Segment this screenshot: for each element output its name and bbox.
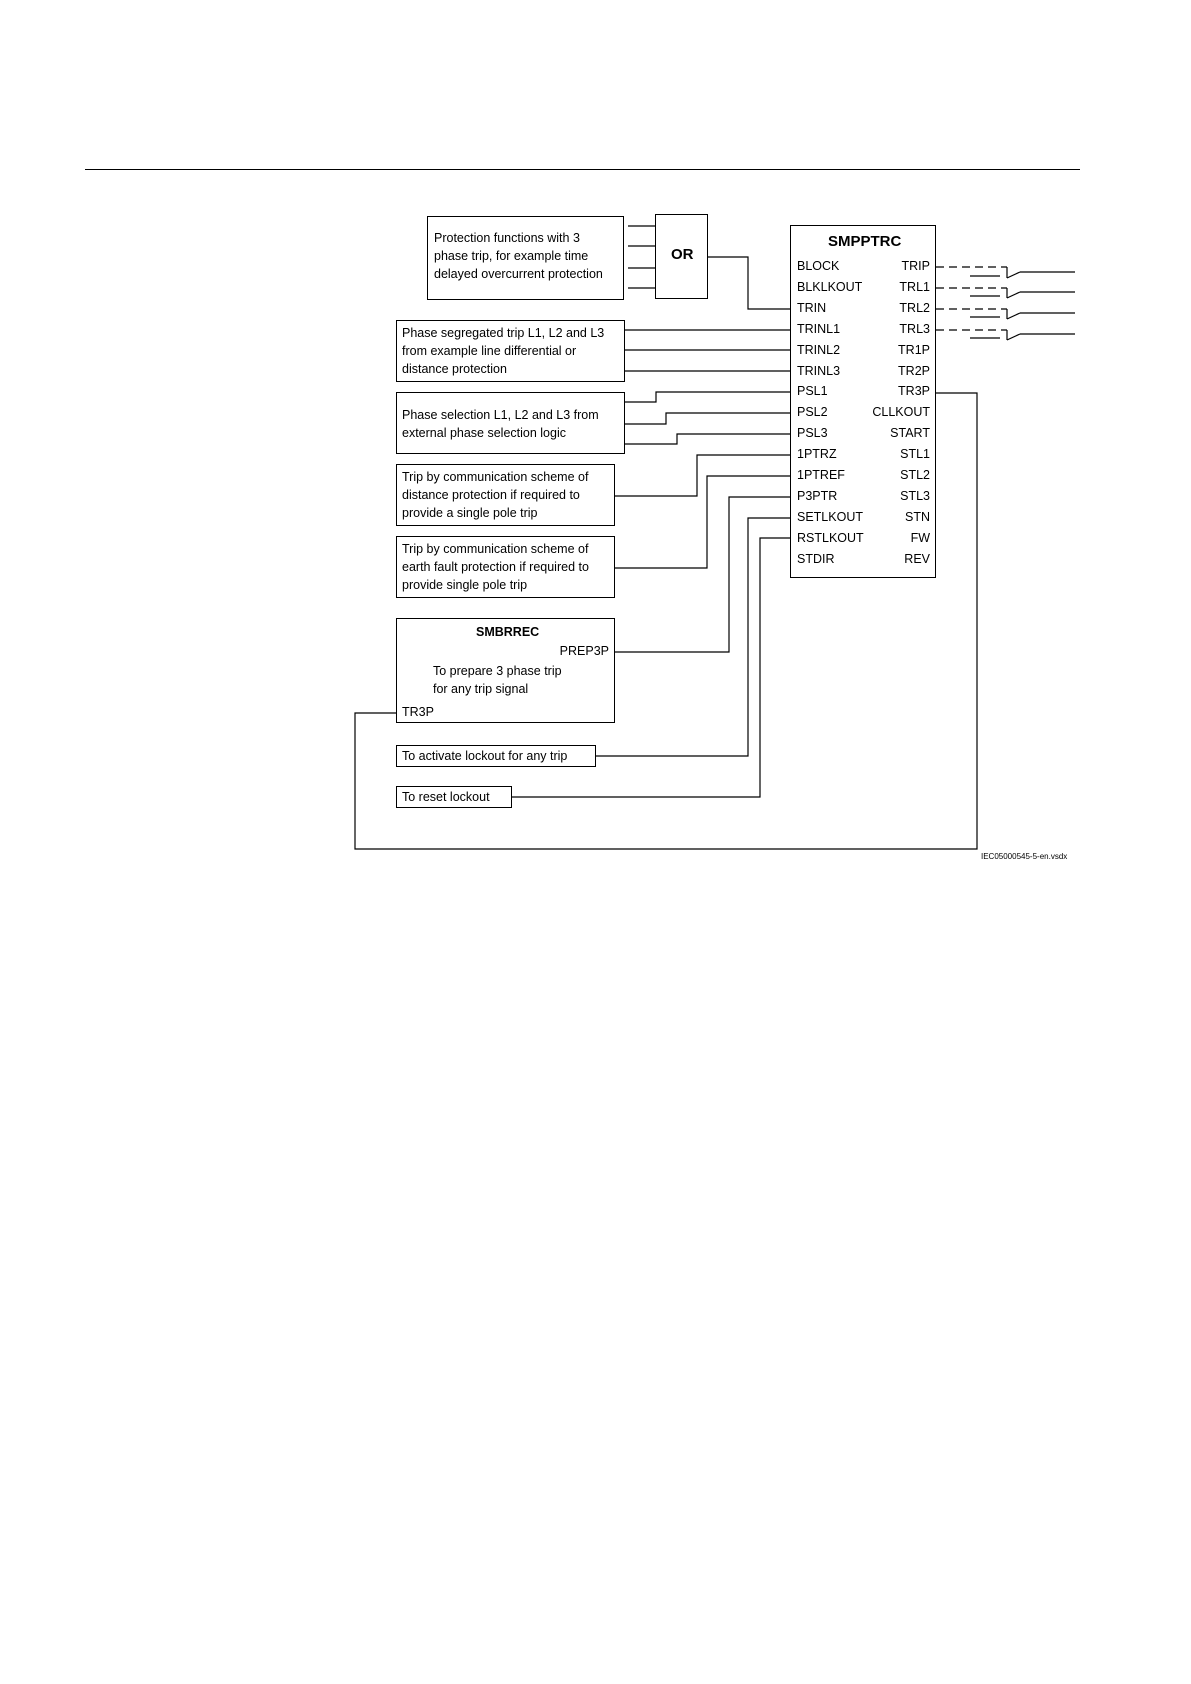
phase-sel-line-1: Phase selection L1, L2 and L3 from — [402, 408, 599, 422]
smpptrc-input-port: P3PTR — [797, 488, 838, 503]
smpptrc-input-port: RSTLKOUT — [797, 530, 864, 545]
smpptrc-input-port: TRINL2 — [797, 342, 841, 357]
comm-earth-fault-box — [396, 536, 615, 598]
protection-functions-box — [427, 216, 624, 300]
or-gate-label: OR — [671, 246, 694, 263]
smpptrc-title: SMPPTRC — [828, 233, 902, 250]
protection-line-1: Protection functions with 3 — [434, 231, 580, 245]
smpptrc-output-port: REV — [904, 551, 930, 566]
activate-lockout-box — [396, 745, 596, 767]
smpptrc-input-port: 1PTREF — [797, 468, 845, 482]
smpptrc-input-port: PSL1 — [797, 384, 828, 399]
smpptrc-input-port: TRINL1 — [797, 321, 841, 336]
comm-ef-line-3: provide single pole trip — [402, 578, 528, 592]
smpptrc-output-port: CLLKOUT — [872, 405, 930, 420]
smpptrc-output-port: STN — [905, 509, 930, 524]
smpptrc-output-port: STL2 — [900, 468, 930, 482]
comm-ef-line-1: Trip by communication scheme of — [402, 542, 589, 556]
smpptrc-input-port: TRINL3 — [797, 363, 841, 378]
reset-lockout-label: To reset lockout — [402, 790, 490, 804]
smpptrc-input-port: PSL2 — [797, 405, 828, 420]
phase-segregated-box — [396, 320, 625, 382]
smbrrec-output-prep3p: PREP3P — [559, 644, 609, 658]
protection-line-2: phase trip, for example time — [434, 249, 589, 263]
protection-line-3: delayed overcurrent protection — [434, 267, 603, 281]
activate-lockout-label: To activate lockout for any trip — [402, 749, 568, 763]
smbrrec-title: SMBRREC — [476, 625, 540, 639]
smpptrc-input-port: BLKLKOUT — [797, 279, 863, 294]
smbrrec-input-tr3p: TR3P — [402, 705, 434, 719]
comm-ef-line-2: earth fault protection if required to — [402, 560, 589, 574]
smpptrc-input-port: BLOCK — [797, 259, 840, 273]
smpptrc-output-port: STL3 — [900, 488, 930, 503]
smpptrc-block — [790, 225, 936, 578]
smpptrc-input-port: 1PTRZ — [797, 447, 837, 462]
smpptrc-output-port: TRIP — [901, 259, 930, 273]
phase-selection-box — [396, 392, 625, 454]
smpptrc-output-port: STL1 — [900, 447, 930, 462]
smpptrc-input-port: TRIN — [797, 300, 827, 315]
smpptrc-output-port: TR2P — [898, 363, 930, 378]
smbrrec-block — [396, 618, 615, 723]
phase-seg-line-2: from example line differential or — [402, 344, 577, 358]
smpptrc-output-port: TRL1 — [899, 279, 930, 294]
phase-seg-line-1: Phase segregated trip L1, L2 and L3 — [402, 326, 605, 340]
smpptrc-output-port: TR3P — [898, 384, 930, 399]
smpptrc-input-port: PSL3 — [797, 426, 828, 441]
figure-reference: IEC05000545-5-en.vsdx — [981, 852, 1068, 861]
comm-dist-line-1: Trip by communication scheme of — [402, 470, 589, 484]
smbrrec-desc-2: for any trip signal — [433, 682, 529, 696]
smpptrc-input-port: SETLKOUT — [797, 509, 863, 524]
comm-dist-line-3: provide a single pole trip — [402, 506, 538, 520]
smpptrc-output-port: FW — [910, 530, 930, 545]
phase-seg-line-3: distance protection — [402, 362, 507, 376]
comm-distance-box — [396, 464, 615, 526]
smpptrc-input-port: STDIR — [797, 551, 835, 566]
comm-dist-line-2: distance protection if required to — [402, 488, 580, 502]
phase-sel-line-2: external phase selection logic — [402, 426, 566, 440]
smpptrc-output-port: TRL3 — [899, 321, 930, 336]
smbrrec-desc-1: To prepare 3 phase trip — [433, 664, 562, 678]
smpptrc-output-port: TRL2 — [899, 300, 930, 315]
smpptrc-output-port: START — [890, 426, 930, 441]
reset-lockout-box — [396, 786, 512, 808]
or-gate — [655, 214, 708, 299]
smpptrc-output-port: TR1P — [898, 342, 930, 357]
